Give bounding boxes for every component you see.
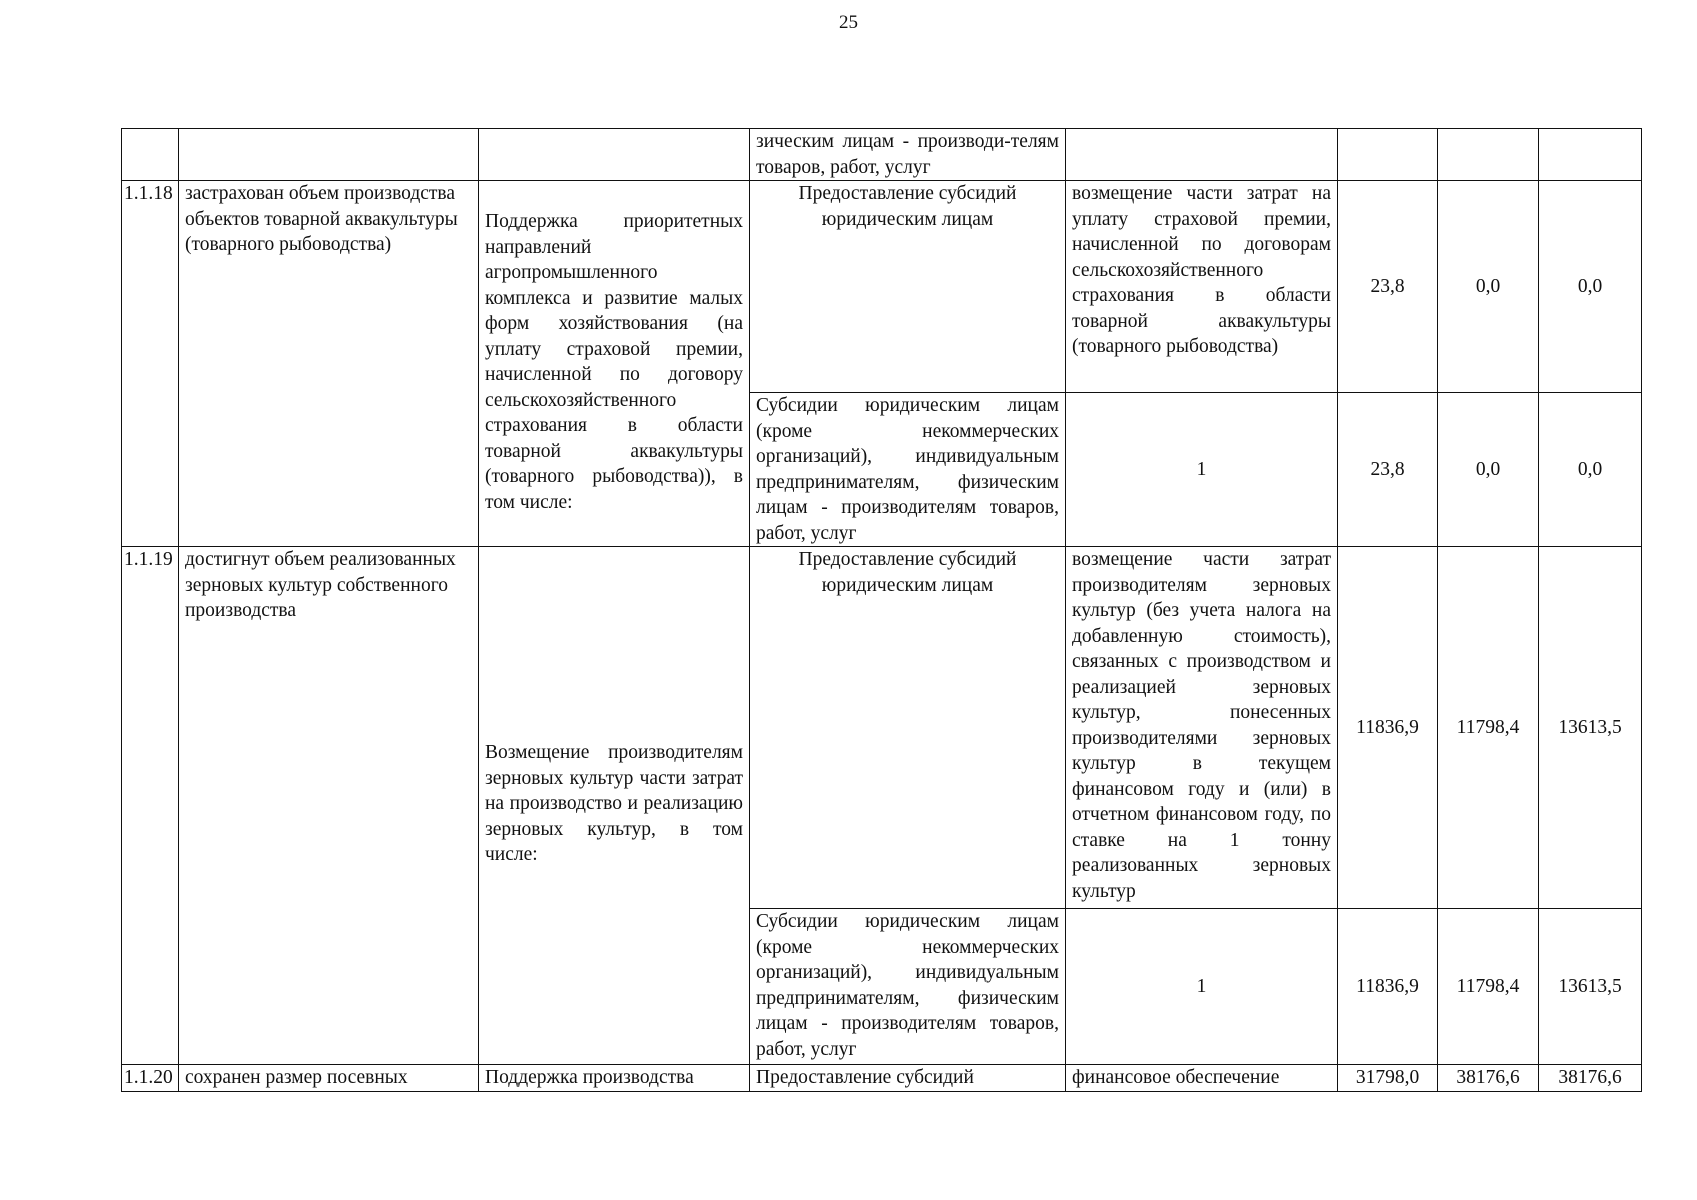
value-3: 0,0 xyxy=(1539,181,1642,393)
cell-description xyxy=(1066,129,1338,181)
event-text: Предоставление субсидий юридическим лицам xyxy=(750,547,1066,909)
event-text: Предоставление субсидий xyxy=(750,1065,1066,1092)
description-text: возмещение части затрат на уплату страховой премии, начисленной по договорам сельскохозяйственного страхования в области товарной аквакультуры (товарного рыбоводства) xyxy=(1066,181,1338,393)
cell-event: зическим лицам - производи-телям товаров, работ, услуг xyxy=(750,129,1066,181)
event-text: Субсидии юридическим лицам (кроме некоммерческих организаций), индивидуальным предпринимателям, физическим лицам - производителям товаров, работ, услуг xyxy=(750,909,1066,1065)
value-2: 11798,4 xyxy=(1438,547,1539,909)
cell-value-2 xyxy=(1438,129,1539,181)
value-1: 23,8 xyxy=(1338,393,1438,547)
description-text: 1 xyxy=(1066,393,1338,547)
indicator-text: сохранен размер посевных xyxy=(179,1065,479,1092)
subsidy-table xyxy=(121,128,1642,1092)
value-2: 0,0 xyxy=(1438,181,1539,393)
table-row xyxy=(122,547,1642,909)
cell-value-3 xyxy=(1539,129,1642,181)
event-text: Субсидии юридическим лицам (кроме некоммерческих организаций), индивидуальным предпринимателям, физическим лицам - производителям товаров, работ, услуг xyxy=(750,393,1066,547)
cell-indicator xyxy=(179,129,479,181)
cell-activity xyxy=(479,129,750,181)
indicator-text: застрахован объем производства объектов товарной аквакультуры (товарного рыбоводства) xyxy=(179,181,479,547)
cell-num xyxy=(122,129,179,181)
row-number: 1.1.19 xyxy=(122,547,179,1065)
description-text: финансовое обеспечение xyxy=(1066,1065,1338,1092)
value-2: 0,0 xyxy=(1438,393,1539,547)
value-2: 38176,6 xyxy=(1438,1065,1539,1092)
indicator-text: достигнут объем реализованных зерновых культур собственного производства xyxy=(179,547,479,1065)
table-row xyxy=(122,181,1642,393)
activity-text: Поддержка приоритетных направлений агропромышленного комплекса и развитие малых форм хозяйствования (на уплату страховой премии, начисленной по договору сельскохозяйственного страхования в области товарной аквакультуры (товарного рыбоводства)), в том числе: xyxy=(479,181,750,547)
value-1: 31798,0 xyxy=(1338,1065,1438,1092)
value-3: 38176,6 xyxy=(1539,1065,1642,1092)
cell-value-1 xyxy=(1338,129,1438,181)
row-number: 1.1.20 xyxy=(122,1065,179,1092)
activity-text: Поддержка производства xyxy=(479,1065,750,1092)
value-3: 13613,5 xyxy=(1539,909,1642,1065)
value-1: 11836,9 xyxy=(1338,909,1438,1065)
value-3: 13613,5 xyxy=(1539,547,1642,909)
value-3: 0,0 xyxy=(1539,393,1642,547)
value-1: 23,8 xyxy=(1338,181,1438,393)
page-number: 25 xyxy=(839,12,858,33)
table-row xyxy=(122,129,1642,181)
value-2: 11798,4 xyxy=(1438,909,1539,1065)
table-row xyxy=(122,1065,1642,1092)
event-text: Предоставление субсидий юридическим лицам xyxy=(750,181,1066,393)
activity-text: Возмещение производителям зерновых культур части затрат на производство и реализацию зерновых культур, в том числе: xyxy=(479,547,750,1065)
value-1: 11836,9 xyxy=(1338,547,1438,909)
description-text: 1 xyxy=(1066,909,1338,1065)
row-number: 1.1.18 xyxy=(122,181,179,547)
description-text: возмещение части затрат производителям зерновых культур (без учета налога на добавленную стоимость), связанных с производством и реализацией зерновых культур, понесенных производителями зерновых культур в текущем финансовом году и (или) в отчетном финансовом году, по ставке на 1 тонну реализованных зерновых культур xyxy=(1066,547,1338,909)
